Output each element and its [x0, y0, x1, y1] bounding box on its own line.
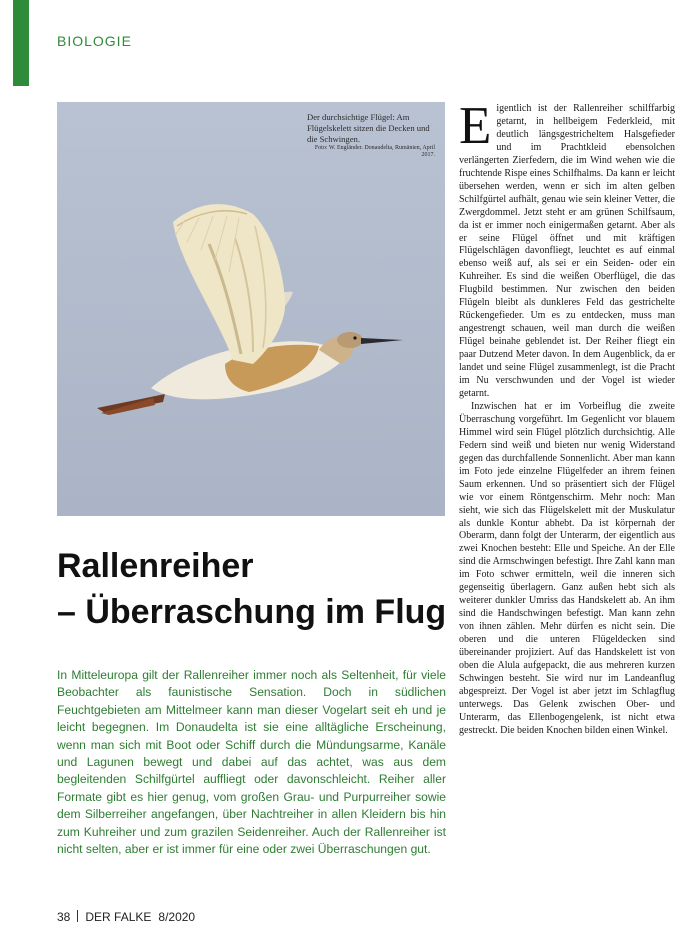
article-title [57, 543, 452, 635]
photo-caption [307, 112, 435, 159]
body-paragraph-1 [459, 97, 675, 401]
photo-credit: Foto: W. Engländer. Donaudelta, Rumänien, April 2017. [314, 145, 435, 159]
body-paragraph-1-text: igentlich ist der Rallenreiher schilffarbig getarnt, in hellbeigem Federkleid, mit deutlich längsgestricheltem Halsgefieder und im Prachtkleid ebensolchen verlängerten Zierfedern, die im Wind wehen wie die fruchtende Rispe eines Schilfhalms. Da kann er leicht übersehen werden, wenn er sich im alten gelben Schilfgürtel aufhält, genau wie sein kleiner Vetter, die Zwergdommel. Jetzt steht er am grünen Schilfsaum, da ist er immer noch einigermaßen getarnt. Aber als er seine Flügel öffnet und mit kräftigen Flügelschlägen davonfliegt, leuchtet es auf einmal ebenso weiß auf, als sei er ein Seiden- oder ein Kuhreiher. Es sind die weißen Oberflügel, die das Flugbild bestimmen. Nur zwischen den beiden Flügeln bleibt als dunkleres Feld das gestrichelte Rückengefieder. Um es zu entdecken, muss man angestrengt schauen, weil man durch die weißen Flügel beinahe geblendet ist. Der Reiher fliegt ein paar Dutzend Meter davon. In dem Augenblick, da er landet und seine Flügel zusammenlegt, ist die Pracht im Nu verschwunden und der Vogel ist wieder getarnt. [459, 103, 675, 399]
body-paragraph-2: Inzwischen hat er im Vorbeiflug die zweite Überraschung vorgeführt. Im Gegenlicht vor blauem Himmel wird sein Flügel plötzlich durchsichtig. Alle Federn sind weiß und bieten nur wenig Widerstand gegen das durchfallende Sonnenlicht. Aber man kann im Foto jede einzelne Flügelfeder an ihrem feinen Saum erkennen. Und so präsentiert sich der Flügel wie vor einem Röntgenschirm. Mehr noch: Man sieht, wie sich das Flügelskelett mit der Muskulatur als dunkle Kontur abhebt. Da ist körpernah der Oberarm, dann folgt der Unterarm, der eigentlich aus zwei Knochen besteht: Elle und Speiche. An der Elle sind die Armschwingen befestigt. Ihre Zahl kann man im Foto schwer ermitteln, weil die inneren sich gegenseitig überlagern. Ganz außen hebt sich als weiterer dunkler Umriss das Handskelett ab. An ihm sind die Handschwingen befestigt. Man kann zehn von ihnen zählen. Mehr dürfen es nicht sein. Die oberen und die unteren Flügeldecken sind übereinander projiziert. Auf das Handskelett ist von oben die Alula aufgepackt, die aus mehreren kurzen Schwingen besteht. Sie wird nur im Landeanflug abgespreizt. Der Vogel ist aber jetzt im Schlagflug unterwegs. Das Gelenk zwischen Ober- und Unterarm, das Ellenbogengelenk, ist nicht etwa gestreckt. Die beiden Knochen bilden einen Winkel. [459, 400, 675, 736]
section-label: BIOLOGIE [57, 33, 132, 49]
footer-divider [77, 910, 78, 922]
magazine-name: DER FALKE [85, 910, 152, 924]
caption-text: Der durchsichtige Flügel: Am Flügelskelett sitzen die Decken und die Schwingen. [307, 112, 430, 144]
title-line-2: – Überraschung im Flug [57, 593, 447, 631]
body-column [459, 97, 675, 738]
heron-illustration [57, 102, 445, 516]
title-line-1: Rallenreiher [57, 547, 254, 585]
lead-paragraph: In Mitteleuropa gilt der Rallenreiher immer noch als Seltenheit, für viele Beobachter als faunistische Sensation. Doch in südlichen Feuchtgebieten am Mittelmeer kann man dieser Vogelart seit eh und je leicht begegnen. Im Donaudelta ist sie eine alltägliche Erscheinung, wenn man sich mit Boot oder Schiff durch die Mündungsarme, Kanäle und Lagunen bewegt und dabei auf das achtet, was aus dem begleitenden Schilfgürtel auffliegt oder davonschleicht. Reiher aller Formate gibt es hier genug, vom großen Grau- und Purpurreiher sowie dem Silberreiher angefangen, über Nachtreiher in allen Kleidern bis hin zum Kuhreiher und zum grazilen Seidenreiher. Auch der Rallenreiher ist nicht selten, aber er ist immer für eine oder zwei Überraschungen gut. [57, 668, 446, 857]
page-footer [57, 910, 195, 924]
section-accent-bar [13, 0, 29, 86]
drop-cap: E [459, 97, 492, 155]
heron-photo [57, 102, 445, 516]
page-number: 38 [57, 910, 71, 924]
issue-number: 8/2020 [158, 910, 196, 924]
